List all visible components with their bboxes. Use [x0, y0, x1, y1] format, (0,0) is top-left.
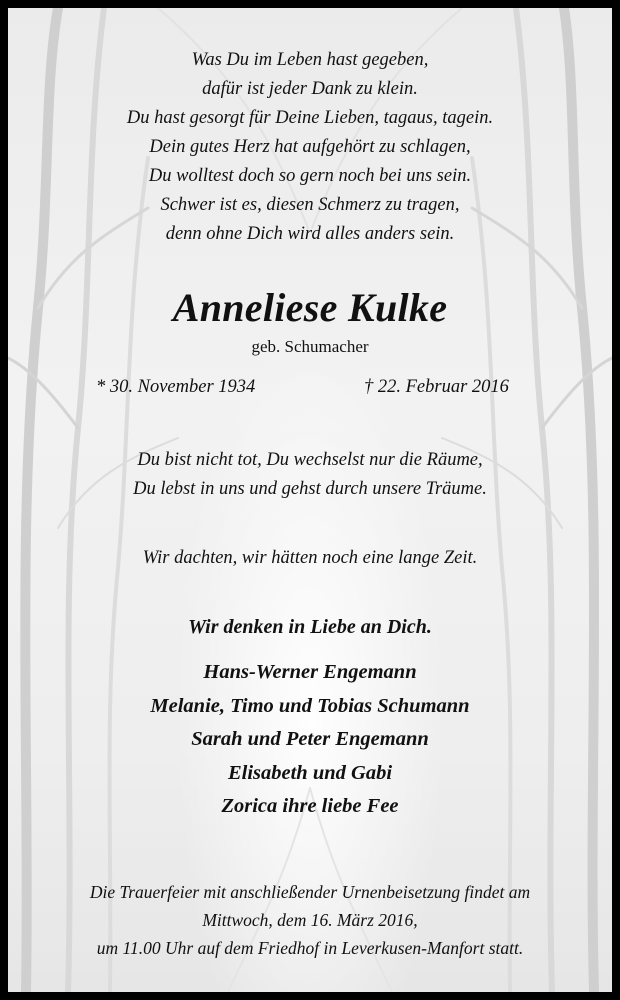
verse-line: Du bist nicht tot, Du wechselst nur die Räume, — [137, 450, 483, 470]
poem-line: Du wolltest doch so gern noch bei uns sein. — [148, 166, 472, 186]
opening-poem — [8, 46, 612, 249]
birth-date: * 30. November 1934 — [96, 377, 256, 397]
poem-line: Du hast gesorgt für Deine Lieben, tagaus, tagein. — [126, 108, 494, 128]
funeral-service-info — [8, 878, 612, 962]
mourner-name: Sarah und Peter Engemann — [191, 728, 429, 750]
in-love-line: Wir denken in Liebe an Dich. — [188, 616, 432, 638]
service-line: Mittwoch, dem 16. März 2016, — [202, 910, 418, 930]
deceased-name: Anneliese Kulke — [172, 285, 448, 330]
mourner-name: Melanie, Timo und Tobias Schumann — [150, 694, 470, 717]
mourners-list — [8, 656, 612, 824]
poem-line: dafür ist jeder Dank zu klein. — [202, 79, 418, 99]
mourner-name: Hans-Werner Engemann — [203, 661, 417, 683]
long-time-line: Wir dachten, wir hätten noch eine lange Zeit. — [142, 548, 478, 568]
death-date: † 22. Februar 2016 — [364, 377, 509, 397]
poem-line: Dein gutes Herz hat aufgehört zu schlagen, — [149, 137, 471, 157]
service-line: um 11.00 Uhr auf dem Friedhof in Leverkusen-Manfort statt. — [96, 938, 524, 958]
poem-line: Was Du im Leben hast gegeben, — [191, 50, 429, 70]
mourner-name: Zorica ihre liebe Fee — [221, 795, 399, 817]
maiden-name: geb. Schumacher — [251, 337, 369, 356]
consolation-verse — [8, 446, 612, 504]
poem-line: denn ohne Dich wird alles anders sein. — [165, 224, 455, 244]
mourner-name: Elisabeth und Gabi — [227, 761, 393, 784]
service-line: Die Trauerfeier mit anschließender Urnenbeisetzung findet am — [89, 882, 531, 902]
verse-line: Du lebst in uns und gehst durch unsere Träume. — [133, 479, 487, 499]
poem-line: Schwer ist es, diesen Schmerz zu tragen, — [160, 195, 460, 215]
